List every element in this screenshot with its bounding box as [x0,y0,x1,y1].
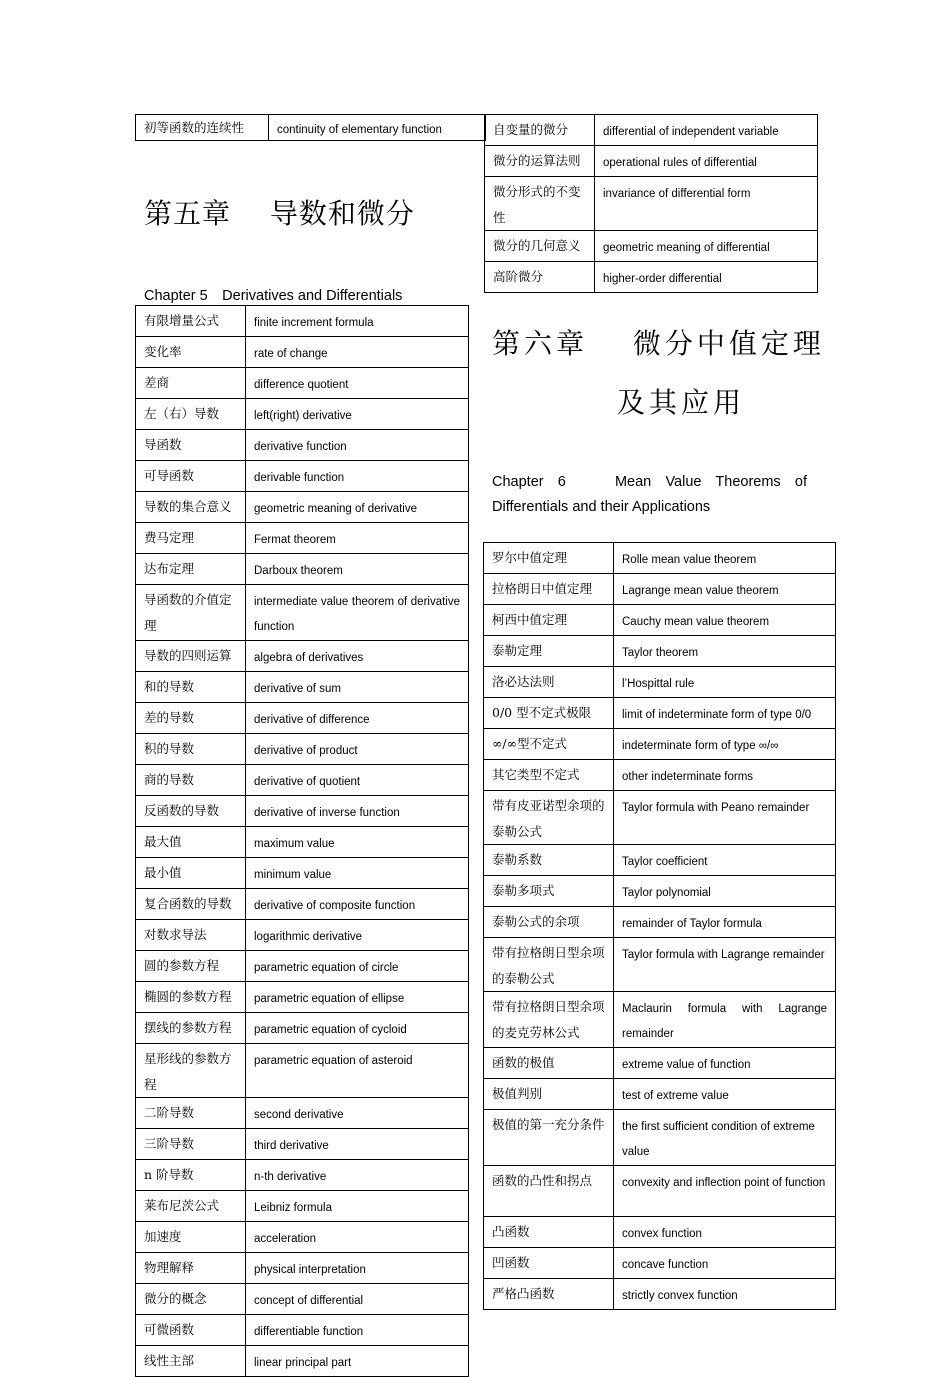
term-zh: 二阶导数 [136,1098,246,1129]
term-en: continuity of elementary function [269,115,486,141]
term-en: concave function [614,1248,836,1279]
term-zh: 极值的第一充分条件 [484,1110,614,1166]
table-row [136,796,469,827]
table-row [485,146,818,177]
term-zh: 泰勒系数 [484,845,614,876]
term-en: concept of differential [246,1284,469,1315]
term-en: Rolle mean value theorem [614,543,836,574]
table-row [136,1044,469,1098]
table-row [136,1222,469,1253]
term-zh: 反函数的导数 [136,796,246,827]
term-zh: 带有拉格朗日型余项的泰勒公式 [484,938,614,992]
term-zh: 椭圆的参数方程 [136,982,246,1013]
term-en: limit of indeterminate form of type 0/0 [614,698,836,729]
term-en: Fermat theorem [246,523,469,554]
term-zh: 最小值 [136,858,246,889]
term-en: linear principal part [246,1346,469,1377]
table-row [136,461,469,492]
term-zh: 泰勒定理 [484,636,614,667]
table-row [136,306,469,337]
table-row [136,672,469,703]
term-zh: 泰勒公式的余项 [484,907,614,938]
term-zh: 对数求导法 [136,920,246,951]
term-en: Maclaurin formula with Lagrange remainder [614,992,836,1048]
term-en: derivative of quotient [246,765,469,796]
term-zh: 函数的极值 [484,1048,614,1079]
chapter6-title-en: Chapter 6 Mean Value Theorems of Differentials and their Applications [492,474,807,515]
term-zh: 自变量的微分 [485,115,595,146]
term-zh: 0/0 型不定式极限 [484,698,614,729]
term-zh: 圆的参数方程 [136,951,246,982]
term-zh: 导数的四则运算 [136,641,246,672]
table-row [484,1248,836,1279]
term-en: Taylor theorem [614,636,836,667]
term-en: acceleration [246,1222,469,1253]
term-zh: 物理解释 [136,1253,246,1284]
term-en: Taylor coefficient [614,845,836,876]
term-en: remainder of Taylor formula [614,907,836,938]
table-row [484,1079,836,1110]
table-row [484,992,836,1048]
term-en: parametric equation of cycloid [246,1013,469,1044]
term-zh: 高阶微分 [485,262,595,293]
term-zh: 可微函数 [136,1315,246,1346]
term-en: Lagrange mean value theorem [614,574,836,605]
term-en: finite increment formula [246,306,469,337]
table-row [485,177,818,231]
term-zh: 初等函数的连续性 [136,115,269,141]
table-row [136,399,469,430]
term-en: geometric meaning of differential [595,231,818,262]
term-zh: 带有拉格朗日型余项的麦克劳林公式 [484,992,614,1048]
term-zh: 洛必达法则 [484,667,614,698]
term-zh: 其它类型不定式 [484,760,614,791]
term-zh: 积的导数 [136,734,246,765]
term-zh: 拉格朗日中值定理 [484,574,614,605]
term-en: parametric equation of ellipse [246,982,469,1013]
term-en: higher-order differential [595,262,818,293]
term-en: parametric equation of circle [246,951,469,982]
table-row [136,765,469,796]
term-en: Darboux theorem [246,554,469,585]
chapter6-table [483,542,836,1310]
term-en: invariance of differential form [595,177,818,231]
term-zh: 极值判别 [484,1079,614,1110]
term-en: other indeterminate forms [614,760,836,791]
table-row [484,729,836,760]
term-zh: 严格凸函数 [484,1279,614,1310]
term-en: convex function [614,1217,836,1248]
term-en: left(right) derivative [246,399,469,430]
term-zh: 微分形式的不变性 [485,177,595,231]
table-row [136,430,469,461]
chapter5-title-en: Chapter 5 Derivatives and Differentials [144,288,403,304]
term-en: logarithmic derivative [246,920,469,951]
term-zh: n 阶导数 [136,1160,246,1191]
table-row [136,982,469,1013]
table-row [136,1253,469,1284]
term-zh: 最大值 [136,827,246,858]
term-zh: 导数的集合意义 [136,492,246,523]
term-zh: 商的导数 [136,765,246,796]
term-en: Cauchy mean value theorem [614,605,836,636]
term-en: convexity and inflection point of function [614,1166,836,1217]
term-en: intermediate value theorem of derivative function [246,585,469,641]
table-row [484,1279,836,1310]
term-en: l’Hospittal rule [614,667,836,698]
table-row [485,231,818,262]
term-zh: 达布定理 [136,554,246,585]
term-zh: 导函数 [136,430,246,461]
table-row [136,703,469,734]
table-row [136,1098,469,1129]
term-en: minimum value [246,858,469,889]
term-zh: 泰勒多项式 [484,876,614,907]
term-en: indeterminate form of type ∞/∞ [614,729,836,760]
term-en: third derivative [246,1129,469,1160]
term-en: maximum value [246,827,469,858]
table-row [484,543,836,574]
chapter5-table [135,305,469,1377]
term-en: extreme value of function [614,1048,836,1079]
term-en: strictly convex function [614,1279,836,1310]
term-en: difference quotient [246,368,469,399]
term-en: rate of change [246,337,469,368]
term-en: derivable function [246,461,469,492]
table-row [136,858,469,889]
term-en: Taylor polynomial [614,876,836,907]
term-zh: 和的导数 [136,672,246,703]
term-en: test of extreme value [614,1079,836,1110]
term-zh: 莱布尼茨公式 [136,1191,246,1222]
term-en: differentiable function [246,1315,469,1346]
table-row [485,115,818,146]
table-row [136,920,469,951]
term-zh: 柯西中值定理 [484,605,614,636]
table-row [136,115,486,141]
table-row [136,1315,469,1346]
table-row [484,760,836,791]
term-zh: 函数的凸性和拐点 [484,1166,614,1217]
term-zh: 复合函数的导数 [136,889,246,920]
term-zh: 变化率 [136,337,246,368]
term-en: algebra of derivatives [246,641,469,672]
chapter6-title-zh-line2: 及其应用 [617,386,746,419]
table-row [484,907,836,938]
table-row [136,1346,469,1377]
term-zh: 微分的几何意义 [485,231,595,262]
term-zh: 微分的运算法则 [485,146,595,177]
term-zh: 带有皮亚诺型余项的泰勒公式 [484,791,614,845]
term-en: derivative of composite function [246,889,469,920]
table-row [136,951,469,982]
table-row [484,791,836,845]
term-zh: 导函数的介值定理 [136,585,246,641]
term-en: derivative of inverse function [246,796,469,827]
term-en: differential of independent variable [595,115,818,146]
table-row [136,827,469,858]
top-table [135,114,486,141]
term-en: parametric equation of asteroid [246,1044,469,1098]
table-row [484,667,836,698]
term-en: Taylor formula with Lagrange remainder [614,938,836,992]
term-zh: 摆线的参数方程 [136,1013,246,1044]
chapter6-title-zh-line1: 第六章 微分中值定理 [492,327,825,360]
table-row [484,574,836,605]
term-en: derivative function [246,430,469,461]
term-zh: 星形线的参数方程 [136,1044,246,1098]
chapter5-title-zh: 第五章 导数和微分 [144,197,415,230]
table-row [136,523,469,554]
table-row [136,585,469,641]
term-en: physical interpretation [246,1253,469,1284]
term-zh: 差的导数 [136,703,246,734]
term-en: Taylor formula with Peano remainder [614,791,836,845]
table-row [136,641,469,672]
term-zh: 可导函数 [136,461,246,492]
table-row [484,1166,836,1217]
term-en: derivative of product [246,734,469,765]
term-zh: 三阶导数 [136,1129,246,1160]
term-zh: 差商 [136,368,246,399]
table-row [136,734,469,765]
table-row [136,1129,469,1160]
term-zh: ∞/∞型不定式 [484,729,614,760]
table-row [136,368,469,399]
table-row [484,876,836,907]
term-en: second derivative [246,1098,469,1129]
table-row [136,1013,469,1044]
table-row [136,492,469,523]
table-row [484,605,836,636]
table-row [136,1160,469,1191]
table-row [136,889,469,920]
table-row [484,845,836,876]
term-zh: 线性主部 [136,1346,246,1377]
table-row [484,636,836,667]
table-row [484,1217,836,1248]
term-zh: 凹函数 [484,1248,614,1279]
term-zh: 左（右）导数 [136,399,246,430]
table-row [484,698,836,729]
table-row [136,337,469,368]
term-en: n-th derivative [246,1160,469,1191]
term-en: derivative of sum [246,672,469,703]
term-zh: 加速度 [136,1222,246,1253]
term-zh: 有限增量公式 [136,306,246,337]
table-row [136,1284,469,1315]
differential-table [484,114,818,293]
table-row [136,554,469,585]
table-row [484,938,836,992]
term-zh: 罗尔中值定理 [484,543,614,574]
term-en: operational rules of differential [595,146,818,177]
table-row [484,1048,836,1079]
table-row [484,1110,836,1166]
term-en: geometric meaning of derivative [246,492,469,523]
term-zh: 微分的概念 [136,1284,246,1315]
term-zh: 费马定理 [136,523,246,554]
term-en: derivative of difference [246,703,469,734]
term-en: the first sufficient condition of extreme value [614,1110,836,1166]
term-zh: 凸函数 [484,1217,614,1248]
term-en: Leibniz formula [246,1191,469,1222]
table-row [485,262,818,293]
table-row [136,1191,469,1222]
